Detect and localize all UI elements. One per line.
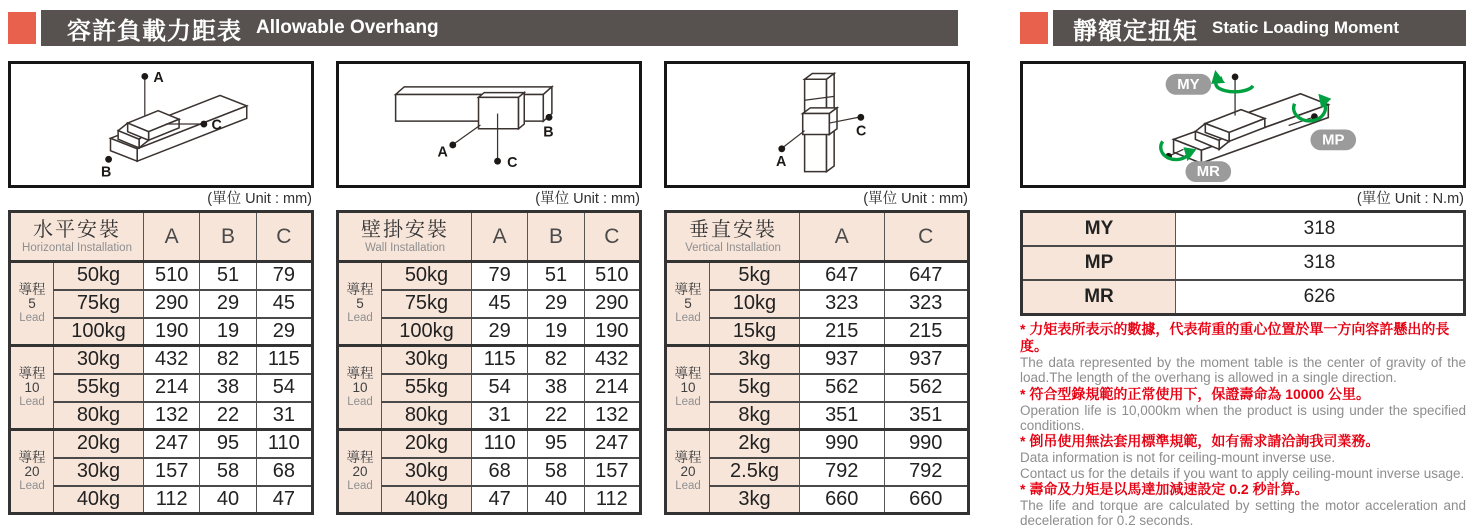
load-cell: 30kg [382, 346, 472, 374]
value-cell: 562 [884, 374, 969, 402]
value-cell: 31 [472, 402, 528, 430]
table-row [1022, 280, 1465, 315]
value-cell: 40 [200, 486, 256, 514]
value-cell: 95 [200, 430, 256, 458]
table-row [338, 318, 641, 346]
static-loading-moment-table [1020, 210, 1466, 316]
section-header-right [1020, 10, 1466, 46]
column-header: A [472, 212, 528, 262]
value-cell: 58 [528, 458, 584, 486]
lead-label-zh: 導程 [18, 449, 46, 465]
lead-label-en: Lead [19, 311, 45, 324]
point-label-a: A [776, 153, 787, 170]
load-cell: 30kg [54, 346, 144, 374]
moment-label: MY [1022, 212, 1176, 247]
value-cell: 68 [472, 458, 528, 486]
load-cell: 20kg [382, 430, 472, 458]
header-bar [1053, 10, 1466, 46]
column-header: C [256, 212, 312, 262]
note-zh: * 符合型錄規範的正常使用下，保證壽命為 10000 公里。 [1020, 385, 1371, 402]
table-row [338, 374, 641, 402]
vertical-installation-table [664, 210, 970, 515]
table-row [666, 262, 969, 290]
lead-label-zh: 導程 [346, 365, 374, 381]
unit-label: (單位 Unit : N.m) [1356, 191, 1464, 207]
header-row [10, 212, 313, 262]
table-name-cell [10, 212, 144, 262]
load-cell: 100kg [54, 318, 144, 346]
value-cell: 990 [800, 430, 884, 458]
lead-number: 10 [352, 380, 368, 396]
lead-cell [10, 430, 54, 514]
lead-cell [666, 346, 710, 430]
a-dot [141, 73, 148, 80]
table-name-cell [666, 212, 800, 262]
value-cell: 215 [884, 318, 969, 346]
static-loading-moment-diagram [1023, 64, 1463, 185]
point-label-b: B [100, 164, 112, 181]
static-loading-moment-section [1020, 10, 1466, 528]
value-cell: 937 [800, 346, 884, 374]
value-cell: 82 [200, 346, 256, 374]
column-header: A [144, 212, 200, 262]
load-cell: 40kg [382, 486, 472, 514]
lead-label-en: Lead [19, 479, 45, 492]
value-cell: 19 [200, 318, 256, 346]
value-cell: 660 [884, 486, 969, 514]
table-row [10, 430, 313, 458]
lead-number: 10 [680, 380, 696, 396]
value-cell: 190 [144, 318, 200, 346]
load-cell: 2.5kg [710, 458, 800, 486]
value-cell: 247 [584, 430, 640, 458]
lead-label-zh: 導程 [18, 365, 46, 381]
value-cell: 38 [528, 374, 584, 402]
table-row [338, 430, 641, 458]
lead-cell [338, 262, 382, 346]
unit-label: (單位 Unit : mm) [207, 191, 312, 207]
load-cell: 80kg [54, 402, 144, 430]
table-row [10, 486, 313, 514]
load-cell: 5kg [710, 262, 800, 290]
table-row [666, 402, 969, 430]
section-title-zh: 容許負載力距表 [67, 17, 242, 45]
moment-label: MR [1022, 280, 1176, 315]
moment-value: 318 [1176, 246, 1465, 280]
table-row [338, 290, 641, 318]
lead-label-en: Lead [19, 395, 45, 408]
lead-label-zh: 導程 [346, 281, 374, 297]
value-cell: 432 [144, 346, 200, 374]
value-cell: 68 [256, 458, 312, 486]
value-cell: 38 [200, 374, 256, 402]
lead-label-en: Lead [675, 479, 701, 492]
mp-badge-label: MP [1322, 132, 1345, 149]
table-row [338, 402, 641, 430]
table-name-zh: 壁掛安裝 [361, 218, 449, 241]
note-en: Data information is not for ceiling-mount inverse use. [1020, 450, 1336, 466]
accent-square [1020, 12, 1048, 44]
table-row [666, 430, 969, 458]
note-en: Contact us for the details if you want to apply ceiling-mount inverse usage. [1020, 465, 1465, 481]
notes [1020, 321, 1466, 528]
column-header: B [200, 212, 256, 262]
load-cell: 30kg [382, 458, 472, 486]
value-cell: 47 [472, 486, 528, 514]
value-cell: 290 [144, 290, 200, 318]
value-cell: 29 [528, 290, 584, 318]
table-name-zh: 垂直安裝 [689, 218, 777, 241]
value-cell: 157 [144, 458, 200, 486]
table-row [666, 486, 969, 514]
lead-label-en: Lead [347, 311, 373, 324]
value-cell: 79 [472, 262, 528, 290]
b-dot [546, 114, 553, 121]
lead-label-zh: 導程 [674, 281, 702, 297]
value-cell: 45 [472, 290, 528, 318]
lead-number: 20 [352, 464, 368, 480]
lead-number: 5 [28, 296, 36, 312]
note-zh: * 倒吊使用無法套用標準規範，如有需求請洽詢我司業務。 [1020, 433, 1380, 450]
lead-label-zh: 導程 [346, 449, 374, 465]
slider-front [803, 114, 830, 135]
accent-square [8, 12, 36, 44]
section-title-zh: 靜額定扭矩 [1073, 17, 1198, 45]
value-cell: 157 [584, 458, 640, 486]
value-cell: 132 [144, 402, 200, 430]
rail-top [396, 87, 552, 95]
lead-label-en: Lead [347, 395, 373, 408]
value-cell: 510 [584, 262, 640, 290]
load-cell: 20kg [54, 430, 144, 458]
lead-label-zh: 導程 [674, 365, 702, 381]
load-cell: 8kg [710, 402, 800, 430]
horizontal-column [8, 61, 314, 515]
value-cell: 51 [528, 262, 584, 290]
value-cell: 647 [800, 262, 884, 290]
table-row [666, 346, 969, 374]
value-cell: 190 [584, 318, 640, 346]
section-title-en: Static Loading Moment [1212, 18, 1399, 37]
horizontal-installation-diagram [11, 64, 311, 185]
value-cell: 990 [884, 430, 969, 458]
load-cell: 15kg [710, 318, 800, 346]
table-row [10, 402, 313, 430]
load-cell: 55kg [382, 374, 472, 402]
value-cell: 54 [256, 374, 312, 402]
vertical-installation-diagram [667, 64, 967, 185]
value-cell: 110 [256, 430, 312, 458]
value-cell: 115 [472, 346, 528, 374]
wall-diagram-box [336, 61, 642, 188]
header-bar [41, 10, 958, 46]
value-cell: 112 [584, 486, 640, 514]
moment-label: MP [1022, 246, 1176, 280]
table-name-en: Wall Installation [364, 241, 446, 254]
value-cell: 647 [884, 262, 969, 290]
vertical-column [664, 61, 970, 515]
my-arrowhead [1211, 70, 1225, 84]
lead-number: 5 [356, 296, 364, 312]
moment-diagram-box [1020, 61, 1466, 188]
mr-badge-label: MR [1196, 164, 1220, 181]
value-cell: 660 [800, 486, 884, 514]
table-row [666, 374, 969, 402]
value-cell: 937 [884, 346, 969, 374]
point-label-c: C [856, 123, 867, 140]
value-cell: 792 [884, 458, 969, 486]
table-name-cell [338, 212, 472, 262]
value-cell: 510 [144, 262, 200, 290]
header-row [666, 212, 969, 262]
value-cell: 79 [256, 262, 312, 290]
unit-label: (單位 Unit : mm) [535, 191, 640, 207]
table-row [1022, 246, 1465, 280]
table-row [10, 290, 313, 318]
value-cell: 29 [256, 318, 312, 346]
lead-number: 20 [680, 464, 696, 480]
value-cell: 47 [256, 486, 312, 514]
note-en: Operation life is 10,000km when the product is using under the specified conditions. [1020, 402, 1466, 433]
table-row [338, 262, 641, 290]
table-row [666, 458, 969, 486]
lead-cell [666, 262, 710, 346]
value-cell: 58 [200, 458, 256, 486]
installation-columns [8, 61, 970, 515]
column-header: C [584, 212, 640, 262]
section-header-left [8, 10, 958, 46]
value-cell: 323 [884, 290, 969, 318]
wall-column [336, 61, 642, 515]
table-row [10, 458, 313, 486]
horizontal-installation-table [8, 210, 314, 515]
load-cell: 80kg [382, 402, 472, 430]
load-cell: 3kg [710, 346, 800, 374]
point-label-a: A [153, 70, 164, 87]
value-cell: 95 [528, 430, 584, 458]
load-cell: 5kg [710, 374, 800, 402]
value-cell: 45 [256, 290, 312, 318]
wall-installation-diagram [339, 64, 639, 185]
table-row [666, 318, 969, 346]
value-cell: 22 [200, 402, 256, 430]
value-cell: 215 [800, 318, 884, 346]
value-cell: 214 [584, 374, 640, 402]
table-row [338, 458, 641, 486]
load-cell: 40kg [54, 486, 144, 514]
lead-number: 20 [24, 464, 40, 480]
value-cell: 112 [144, 486, 200, 514]
load-cell: 2kg [710, 430, 800, 458]
b-dot [105, 156, 112, 163]
table-row [666, 290, 969, 318]
lead-label-zh: 導程 [18, 281, 46, 297]
table-name-en: Vertical Installation [685, 241, 781, 254]
wall-installation-table [336, 210, 642, 515]
header-row [338, 212, 641, 262]
load-cell: 3kg [710, 486, 800, 514]
value-cell: 31 [256, 402, 312, 430]
point-label-c: C [211, 117, 222, 134]
value-cell: 562 [800, 374, 884, 402]
table-row [10, 374, 313, 402]
value-cell: 29 [200, 290, 256, 318]
load-cell: 50kg [54, 262, 144, 290]
load-cell: 75kg [382, 290, 472, 318]
my-badge-label: MY [1177, 76, 1200, 93]
value-cell: 110 [472, 430, 528, 458]
note-zh: * 壽命及力矩是以馬達加減速設定 0.2 秒計算。 [1020, 480, 1309, 497]
value-cell: 290 [584, 290, 640, 318]
a-line [454, 125, 481, 144]
a-dot [778, 145, 785, 152]
note-zh: * 力矩表所表示的數據，代表荷重的重心位置於單一方向容許懸出的長度。 [1020, 321, 1450, 355]
slider-front [479, 97, 519, 128]
point-label-b: B [543, 124, 554, 141]
value-cell: 19 [528, 318, 584, 346]
value-cell: 82 [528, 346, 584, 374]
a-dot [449, 142, 456, 149]
value-cell: 432 [584, 346, 640, 374]
slider-right [519, 93, 525, 129]
table-row [1022, 212, 1465, 247]
lead-label-en: Lead [675, 395, 701, 408]
point-label-c: C [507, 154, 518, 171]
a-line [784, 131, 805, 147]
value-cell: 351 [800, 402, 884, 430]
my-dot [1232, 74, 1239, 81]
unit-label: (單位 Unit : mm) [863, 191, 968, 207]
lead-label-zh: 導程 [674, 449, 702, 465]
table-row [338, 486, 641, 514]
load-cell: 10kg [710, 290, 800, 318]
lead-cell [10, 262, 54, 346]
horizontal-diagram-box [8, 61, 314, 188]
table-row [10, 318, 313, 346]
note-en: The life and torque are calculated by setting the motor acceleration and deceleration for 0.2 seconds. [1020, 497, 1466, 528]
load-cell: 30kg [54, 458, 144, 486]
moment-value: 318 [1176, 212, 1465, 247]
value-cell: 54 [472, 374, 528, 402]
value-cell: 40 [528, 486, 584, 514]
table-row [10, 262, 313, 290]
lead-cell [10, 346, 54, 430]
lead-label-en: Lead [347, 479, 373, 492]
c-dot [494, 158, 501, 165]
lead-cell [338, 346, 382, 430]
section-title-en: Allowable Overhang [256, 17, 439, 38]
value-cell: 323 [800, 290, 884, 318]
lead-number: 10 [24, 380, 40, 396]
c-dot [200, 121, 207, 128]
load-cell: 75kg [54, 290, 144, 318]
value-cell: 132 [584, 402, 640, 430]
value-cell: 214 [144, 374, 200, 402]
lead-label-en: Lead [675, 311, 701, 324]
value-cell: 115 [256, 346, 312, 374]
moment-value: 626 [1176, 280, 1465, 315]
table-row [338, 346, 641, 374]
note-en: The data represented by the moment table is the center of gravity of the load.The length of the overhang is allowed in a single direction. [1020, 355, 1466, 386]
c-dot [857, 114, 864, 121]
value-cell: 29 [472, 318, 528, 346]
table-row [10, 346, 313, 374]
load-cell: 55kg [54, 374, 144, 402]
column-header: C [884, 212, 969, 262]
point-label-a: A [437, 144, 448, 161]
lead-cell [338, 430, 382, 514]
value-cell: 351 [884, 402, 969, 430]
value-cell: 792 [800, 458, 884, 486]
value-cell: 247 [144, 430, 200, 458]
load-cell: 100kg [382, 318, 472, 346]
column-header: A [800, 212, 884, 262]
allowable-overhang-section [8, 10, 970, 515]
vertical-diagram-box [664, 61, 970, 188]
table-name-zh: 水平安裝 [33, 218, 121, 241]
load-cell: 50kg [382, 262, 472, 290]
value-cell: 22 [528, 402, 584, 430]
table-name-en: Horizontal Installation [22, 241, 132, 254]
column-header: B [528, 212, 584, 262]
value-cell: 51 [200, 262, 256, 290]
lead-cell [666, 430, 710, 514]
lead-number: 5 [684, 296, 692, 312]
